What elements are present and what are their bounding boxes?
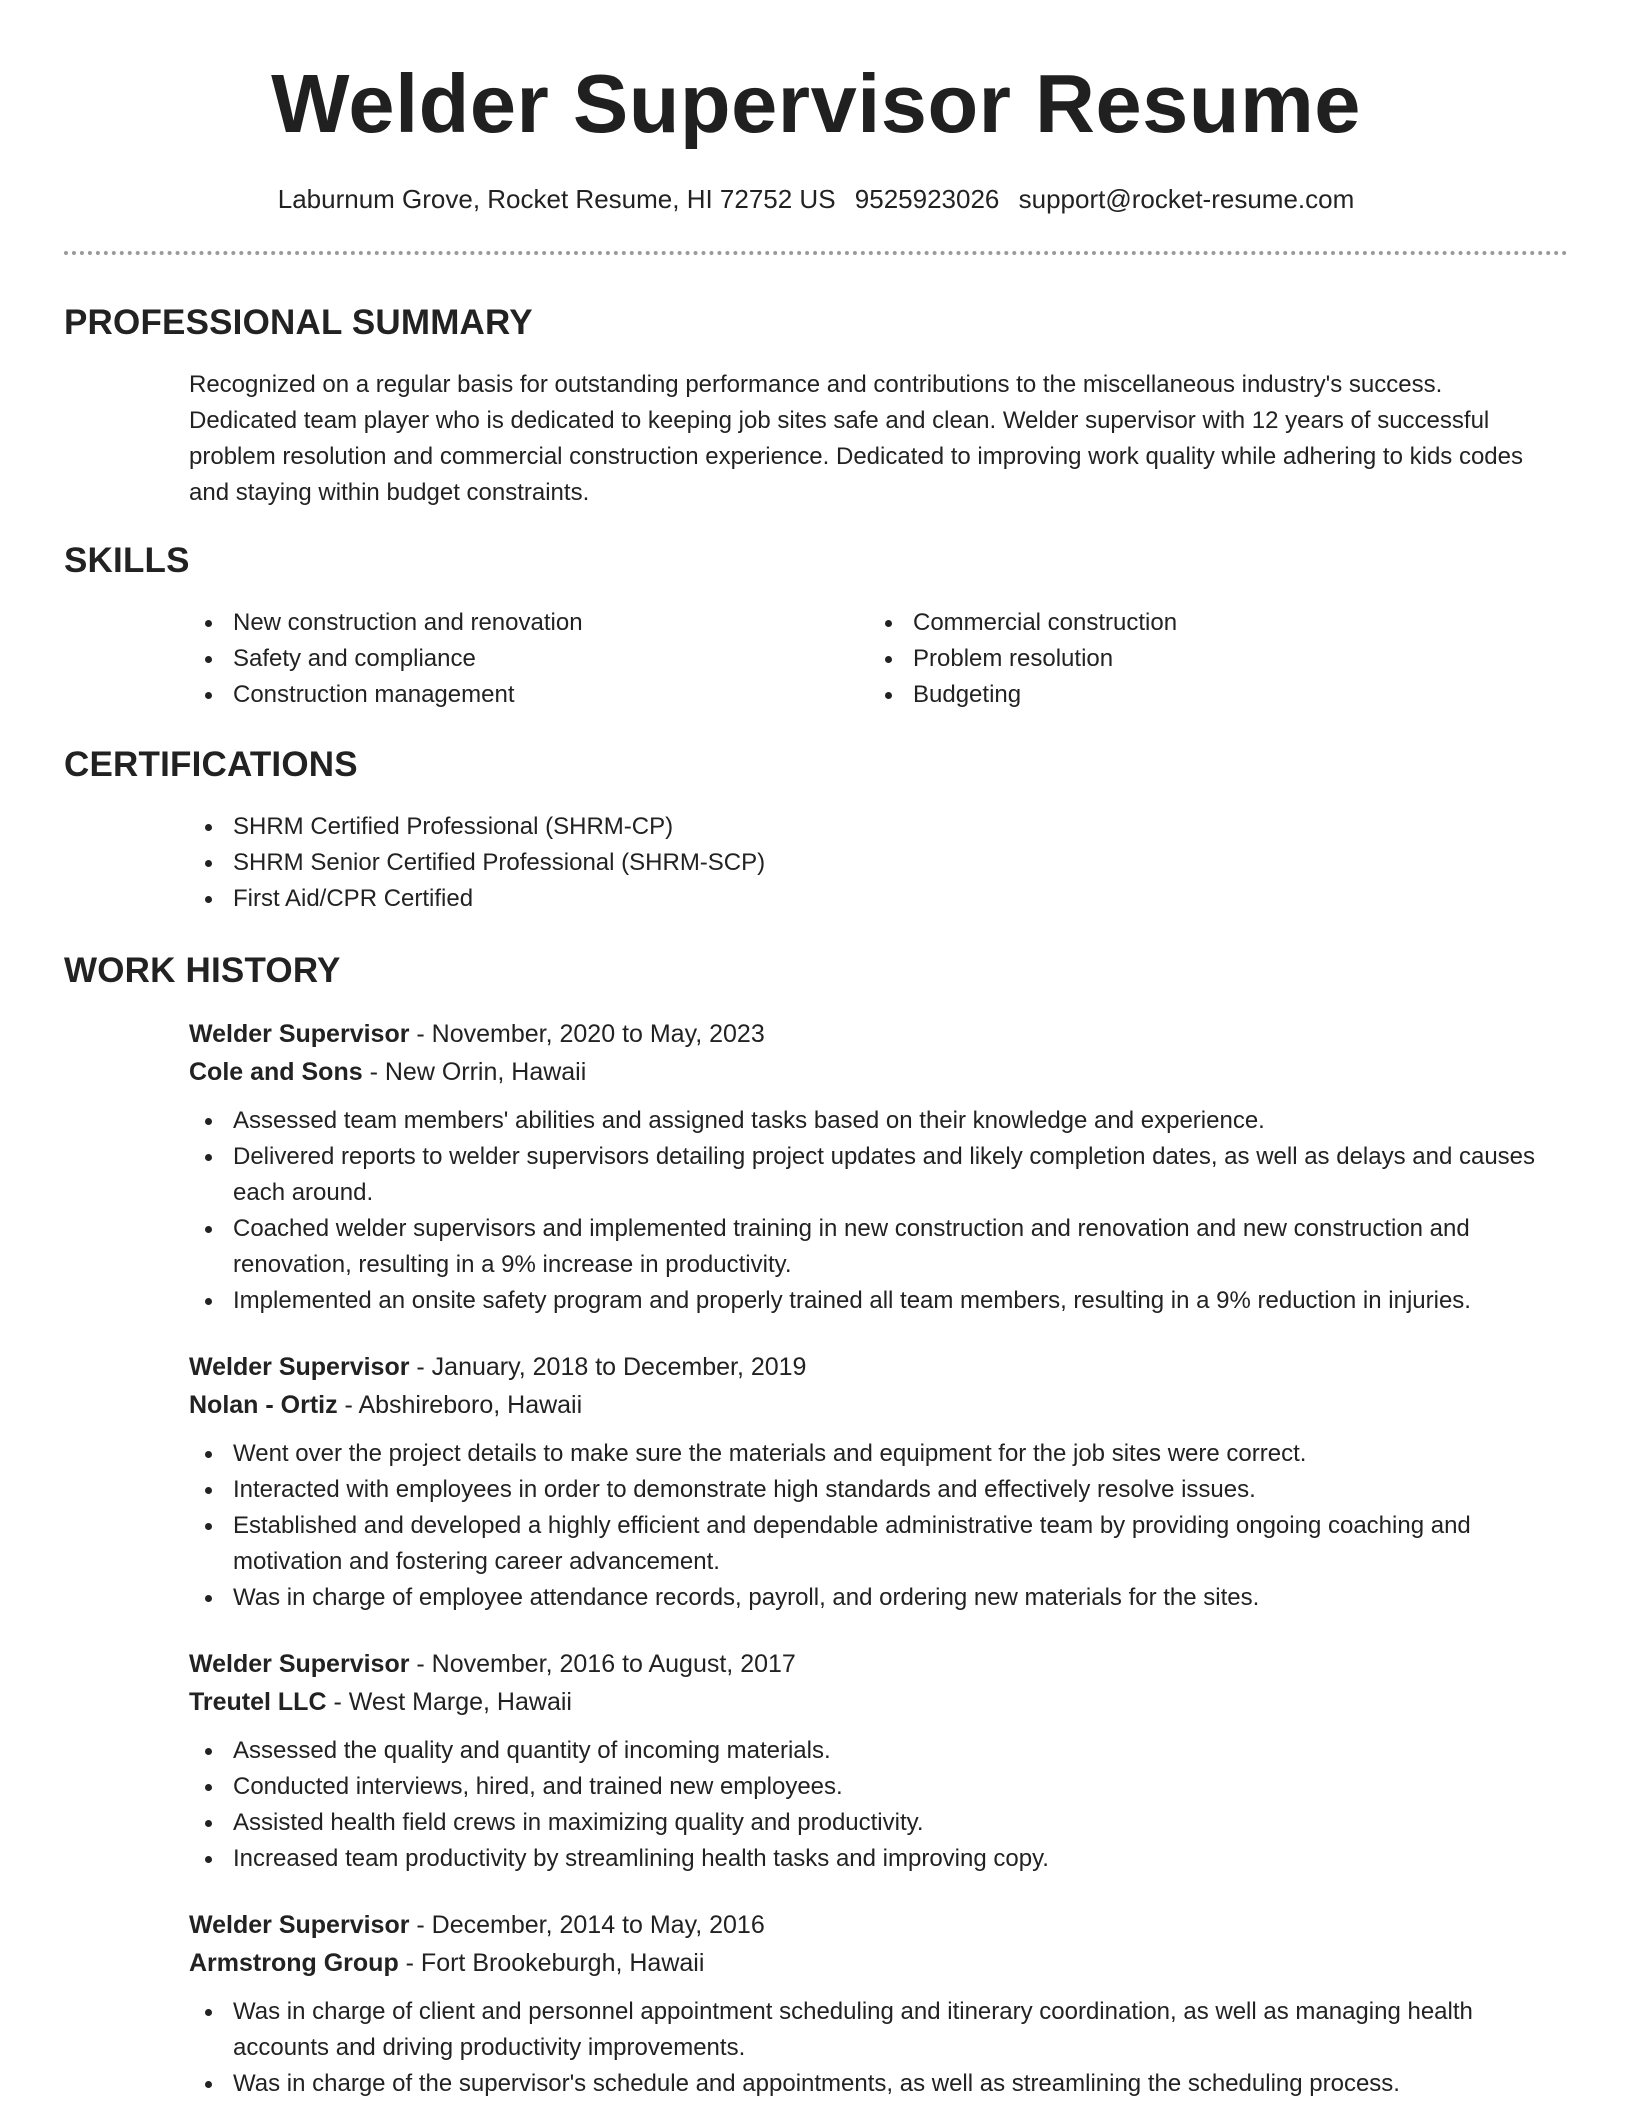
job-bullet: Coached welder supervisors and implemented training in new construction and renovation and new construction and renovation, resulting in a 9% increase in productivity. [189,1211,1548,1283]
skill-item: New construction and renovation [189,605,869,641]
job-bullet: Went over the project details to make sure the materials and equipment for the job sites were correct. [189,1436,1548,1472]
job-dates: - November, 2016 to August, 2017 [409,1650,796,1678]
job-location: - Fort Brookeburgh, Hawaii [398,1949,705,1977]
job-dates: - November, 2020 to May, 2023 [409,1020,765,1048]
summary-heading: PROFESSIONAL SUMMARY [64,303,533,342]
skill-item: Construction management [189,677,869,713]
job-company: Treutel LLC [189,1688,327,1716]
contact-phone: 9525923026 [854,184,1000,214]
job-bullet: Was in charge of employee attendance records, payroll, and ordering new materials for the sites. [189,1580,1548,1616]
resume-title: Welder Supervisor Resume [271,57,1361,150]
job-bullets [64,1733,1548,1877]
job-bullet: Assessed the quality and quantity of incoming materials. [189,1733,1548,1769]
work-history-heading: WORK HISTORY [64,951,341,990]
job-bullet: Was in charge of the supervisor's schedule and appointments, as well as streamlining the scheduling process. [189,2066,1548,2102]
job-role: Welder Supervisor [189,1650,410,1678]
job-location: - New Orrin, Hawaii [362,1058,587,1086]
job-dates: - January, 2018 to December, 2019 [409,1353,807,1381]
summary-text: Recognized on a regular basis for outstanding performance and contributions to the miscellaneous industry's success. Dedicated team player who is dedicated to keeping job sites safe and clean. Welder supervisor with 12 years of successful problem resolution and commercial construction experience. Dedicated to improving work quality while adhering to kids codes and staying within budget constraints. [189,371,1524,506]
work-history-section [64,949,1568,2102]
job-company-line [189,1386,1548,1424]
job-role: Welder Supervisor [189,1353,410,1381]
job-bullet: Assessed team members' abilities and assigned tasks based on their knowledge and experience. [189,1103,1548,1139]
job-bullet: Increased team productivity by streamlining health tasks and improving copy. [189,1841,1548,1877]
contact-email: support@rocket-resume.com [1018,184,1355,214]
job-entry [189,1645,1568,1877]
job-bullet: Was in charge of client and personnel appointment scheduling and itinerary coordination, as well as managing health accounts and driving productivity improvements. [189,1994,1548,2066]
job-role: Welder Supervisor [189,1911,410,1939]
certification-item: SHRM Senior Certified Professional (SHRM-SCP) [189,845,1568,881]
certification-item: First Aid/CPR Certified [189,881,1568,917]
skills-right-list [869,605,1549,713]
skills-grid [189,605,1568,713]
job-role-line [189,1906,1548,1944]
job-bullet: Conducted interviews, hired, and trained new employees. [189,1769,1548,1805]
job-role-line [189,1015,1548,1053]
summary-section [64,301,1568,511]
certifications-section [64,743,1568,917]
job-bullet: Established and developed a highly efficient and dependable administrative team by providing ongoing coaching and motivation and fostering career advancement. [189,1508,1548,1580]
skill-item: Safety and compliance [189,641,869,677]
contact-line [0,182,1632,216]
skills-section [64,539,1568,713]
job-bullets [64,1436,1548,1616]
job-bullet: Implemented an onsite safety program and properly trained all team members, resulting in a 9% reduction in injuries. [189,1283,1548,1319]
job-entry [189,1015,1568,1319]
skill-item: Problem resolution [869,641,1549,677]
job-bullet: Delivered reports to welder supervisors detailing project updates and likely completion dates, as well as delays and causes each around. [189,1139,1548,1211]
contact-address: Laburnum Grove, Rocket Resume, HI 72752 US [277,184,836,214]
job-company: Armstrong Group [189,1949,399,1977]
skill-item: Commercial construction [869,605,1549,641]
certifications-heading: CERTIFICATIONS [64,745,358,784]
job-role-line [189,1645,1548,1683]
job-company-line [189,1944,1548,1982]
job-entry [189,1906,1568,2102]
skills-heading: SKILLS [64,541,190,580]
job-location: - Abshireboro, Hawaii [337,1391,583,1419]
job-bullets [64,1994,1548,2102]
skills-left-list [189,605,869,713]
job-role-line [189,1348,1548,1386]
job-company: Cole and Sons [189,1058,363,1086]
job-entry [189,1348,1568,1616]
job-bullet: Interacted with employees in order to demonstrate high standards and effectively resolve issues. [189,1472,1548,1508]
certification-item: SHRM Certified Professional (SHRM-CP) [189,809,1568,845]
job-bullet: Assisted health field crews in maximizing quality and productivity. [189,1805,1548,1841]
skill-item: Budgeting [869,677,1549,713]
job-company-line [189,1053,1548,1091]
job-dates: - December, 2014 to May, 2016 [409,1911,765,1939]
job-bullets [64,1103,1548,1319]
job-role: Welder Supervisor [189,1020,410,1048]
job-company-line [189,1683,1548,1721]
job-location: - West Marge, Hawaii [326,1688,572,1716]
certifications-list [189,809,1568,917]
job-company: Nolan - Ortiz [189,1391,338,1419]
resume-header [0,0,1632,216]
header-divider [64,251,1568,255]
